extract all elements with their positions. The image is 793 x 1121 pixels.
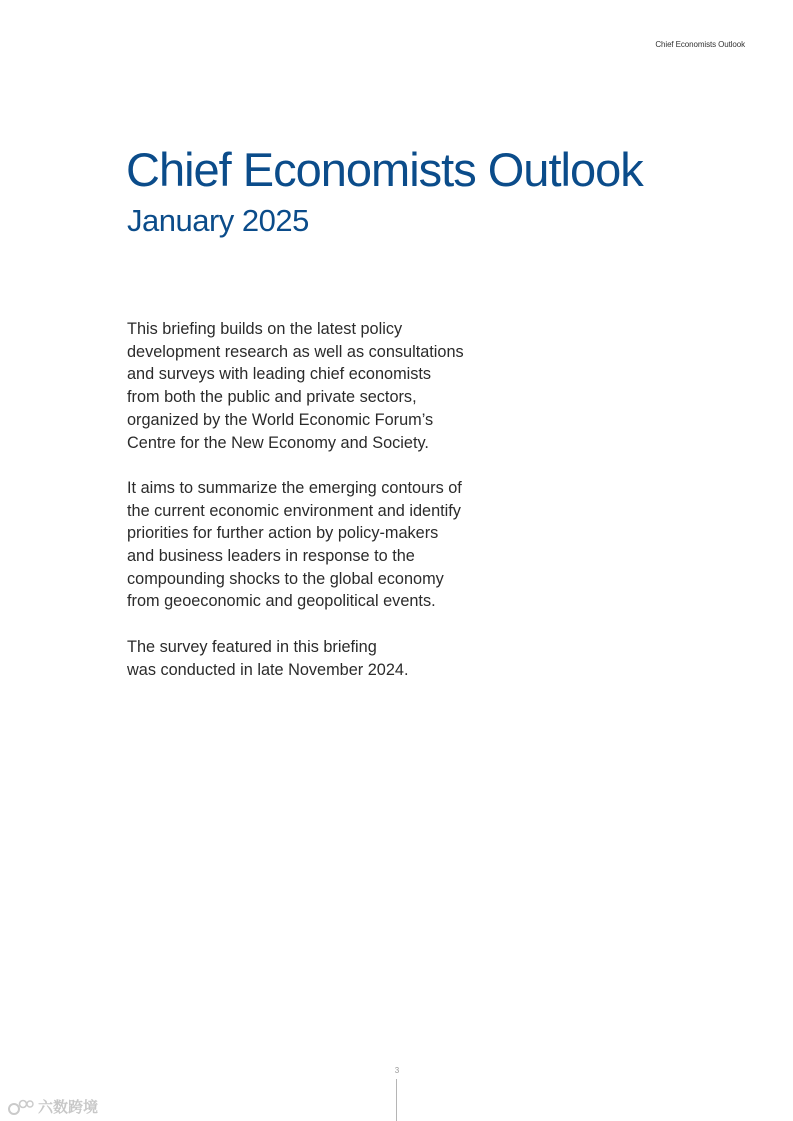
watermark [8, 1096, 98, 1117]
watermark-logo-icon [8, 1098, 34, 1116]
survey-paragraph: The survey featured in this briefing was conducted in late November 2024. [127, 637, 409, 679]
watermark-text: 六数跨境 [38, 1098, 99, 1116]
running-header: Chief Economists Outlook [655, 40, 745, 49]
page-subtitle: January 2025 [127, 203, 309, 238]
page-divider [396, 1079, 397, 1121]
page-title: Chief Economists Outlook [126, 143, 643, 196]
intro-paragraph: This briefing builds on the latest policy development research as well as consultations and surveys with leading chief economists from both the public and private sectors, organized by the World Economic Forum’s Centre for the New Economy and Society. [127, 320, 464, 452]
aims-paragraph: It aims to summarize the emerging contours of the current economic environment and identify priorities for further action by policy-makers and business leaders in response to the compounding shocks to the global economy from geoeconomic and geopolitical events. [127, 478, 462, 611]
page-number: 3 [394, 1066, 400, 1075]
body-text [127, 318, 507, 704]
